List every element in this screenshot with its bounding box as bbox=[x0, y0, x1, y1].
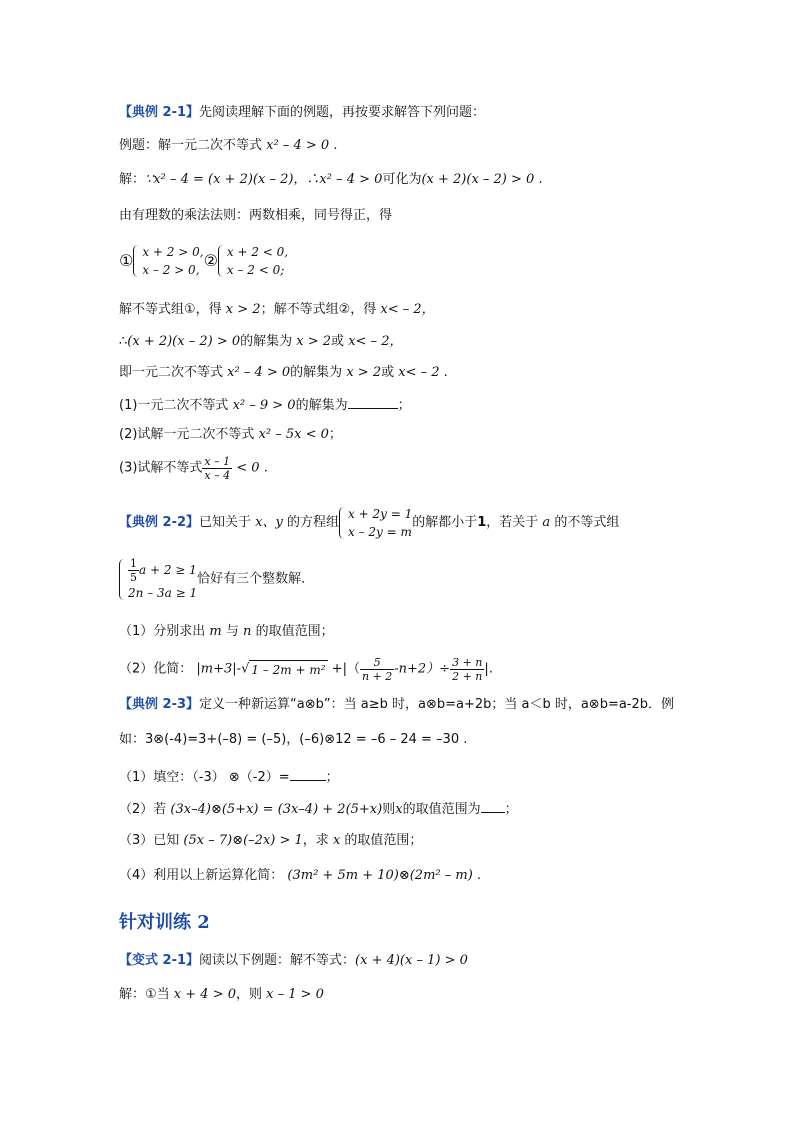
ex2-q1: （1）分别求出 bbox=[119, 624, 206, 639]
ex1-q2-expr: x² – 5x < 0 bbox=[258, 427, 329, 442]
ex3-header bbox=[119, 696, 674, 714]
var1-expr: (x + 4)(x – 1) > 0 bbox=[355, 953, 468, 968]
ex2-ineq-a-rest: a + 2 ≥ 1 bbox=[139, 563, 197, 577]
var1-sol-mid: ，则 bbox=[236, 987, 263, 1002]
ex3-question-1 bbox=[119, 768, 339, 787]
ex2-q1-post: 的取值范围； bbox=[255, 624, 334, 639]
ex2-sys-a: x + 2y = 1 bbox=[348, 507, 413, 521]
ex1-sol-expr1: ∵x² – 4 = (x + 2)(x – 2)，∴x² – 4 > 0 bbox=[145, 172, 383, 187]
ex2-intro-c: 的解都小于 bbox=[412, 515, 478, 530]
ex1-solve-expr-a: x > 2 bbox=[225, 302, 261, 317]
ex1-concl-or: 或 bbox=[381, 365, 395, 380]
ex2-sys-b: x – 2y = m bbox=[348, 525, 412, 539]
ex3-intro: 定义一种新运算“a⊗b”：当 a≥b 时，a⊗b=a+2b；当 a＜b 时，a⊗b=a-2b．例 bbox=[199, 697, 675, 712]
ex2-ineq-den: 5 bbox=[130, 571, 137, 584]
ex3-tag: 【典例 2-3】 bbox=[119, 697, 200, 712]
ex1-solve-expr-b: x< – 2， bbox=[380, 302, 435, 317]
ex2-intro-d: ，若关于 bbox=[486, 515, 539, 530]
ex2-a-var: a bbox=[542, 515, 551, 530]
ex1-solve-b: ；解不等式组②，得 bbox=[260, 302, 377, 317]
ex1-q3-den: x – 4 bbox=[204, 469, 231, 482]
ex3-example-line: 如：3⊗(-4)=3+(–8) = (–5)，(–6)⊗12 = –6 – 24 = –30 . bbox=[119, 732, 468, 747]
ex3-q2-x: x bbox=[395, 802, 403, 817]
ex1-systems bbox=[119, 243, 288, 279]
ex1-q3-pre: (3)试解不等式 bbox=[119, 460, 203, 476]
ex2-intro-b: 的方程组 bbox=[287, 515, 340, 530]
ex3-q1: （1）填空：（-3） ⊗（-2）= bbox=[119, 770, 290, 785]
ex1-example-label: 例题：解一元二次不等式 bbox=[119, 138, 263, 153]
ex1-solution bbox=[119, 171, 543, 189]
ex3-q2-post: 的取值范围为 bbox=[402, 802, 481, 817]
ex3-q2-mid: 则 bbox=[382, 802, 396, 817]
ex2-q2-sqrt: 1 – 2m + m² bbox=[249, 660, 327, 679]
ex2-q1-mid: 与 bbox=[225, 624, 239, 639]
ex2-inequality-system bbox=[119, 557, 314, 602]
ex1-set-line bbox=[119, 333, 402, 351]
ex2-q2-f1-den: n + 2 bbox=[361, 670, 393, 683]
ex1-sys2-a: x + 2 < 0, bbox=[226, 245, 289, 259]
ex2-q2-plus: +|（ bbox=[331, 661, 360, 677]
ex2-intro-e: 的不等式组 bbox=[554, 515, 620, 530]
var1-sol-expr2: x – 1 > 0 bbox=[266, 987, 324, 1002]
ex1-mark1: ① bbox=[119, 251, 134, 270]
ex2-ineq-frac bbox=[128, 557, 139, 584]
ex2-question-2 bbox=[119, 656, 493, 683]
ex2-q2-f1-num: 5 bbox=[360, 656, 394, 670]
ex3-question-4 bbox=[119, 867, 481, 885]
ex1-question-2 bbox=[119, 426, 342, 444]
ex2-header bbox=[119, 505, 619, 541]
var1-intro: 阅读以下例题：解不等式： bbox=[199, 953, 356, 968]
ex2-q2-pre: （2）化简： bbox=[119, 661, 193, 677]
ex1-set-or: 或 bbox=[331, 334, 345, 349]
ex3-q2-answer-blank[interactable] bbox=[481, 800, 505, 813]
ex1-sol-mid: 可化为 bbox=[382, 172, 422, 187]
ex3-q2-pre: （2）若 bbox=[119, 802, 167, 817]
ex3-q2-end: ； bbox=[504, 802, 518, 817]
ex1-question-3 bbox=[119, 455, 268, 482]
var1-solution bbox=[119, 986, 324, 1004]
ex1-system1 bbox=[133, 243, 203, 279]
ex1-conclusion bbox=[119, 364, 448, 382]
ex1-example bbox=[119, 137, 337, 155]
ex2-q2-mid: -n+2）÷ bbox=[394, 661, 451, 677]
ex2-intro-a: 已知关于 bbox=[199, 515, 252, 530]
ex2-q2-frac1 bbox=[360, 656, 394, 683]
ex3-q3-x: x bbox=[332, 833, 341, 848]
ex2-ineq-num: 1 bbox=[130, 557, 137, 570]
ex1-sol-label: 解： bbox=[119, 172, 146, 187]
ex2-q1-m: m bbox=[209, 624, 222, 639]
ex1-q3-num: x – 1 bbox=[204, 455, 231, 468]
ex1-solve-line bbox=[119, 301, 435, 319]
var1-tag: 【变式 2-1】 bbox=[119, 953, 200, 968]
ex1-q3-fraction bbox=[202, 455, 232, 482]
ex2-sqrt-symbol: √ bbox=[241, 661, 250, 677]
ex1-concl-mid: 的解集为 bbox=[290, 365, 343, 380]
ex2-q2-f2-num: 3 + n bbox=[452, 656, 483, 669]
ex2-ineq-system bbox=[119, 557, 197, 602]
ex1-set-r1: x > 2 bbox=[296, 334, 332, 349]
ex1-sol-expr2: (x + 2)(x – 2) > 0 . bbox=[421, 172, 543, 187]
ex1-intro: 先阅读理解下面的例题，再按要求解答下列问题： bbox=[199, 105, 486, 120]
ex2-system bbox=[339, 505, 412, 541]
ex3-q4-expr: (3m² + 5m + 10)⊗(2m² – m) . bbox=[287, 868, 482, 883]
ex2-ineq-a bbox=[128, 557, 197, 584]
ex3-q3-pre: （3）已知 bbox=[119, 833, 180, 848]
ex3-question-2 bbox=[119, 800, 518, 819]
ex3-question-3 bbox=[119, 832, 422, 850]
ex2-tag: 【典例 2-2】 bbox=[119, 515, 200, 530]
ex3-q1-answer-blank[interactable] bbox=[290, 768, 326, 781]
ex1-set-pre: ∴ bbox=[119, 334, 128, 349]
var1-sol-pre: 解：①当 bbox=[119, 987, 170, 1002]
ex1-q3-post: < 0 . bbox=[236, 460, 268, 476]
ex1-set-r2: x< – 2， bbox=[348, 334, 403, 349]
ex2-ineq-post: 恰好有三个整数解． bbox=[197, 571, 315, 587]
ex1-concl-pre: 即一元二次不等式 bbox=[119, 365, 224, 380]
ex1-set-expr: (x + 2)(x – 2) > 0 bbox=[127, 334, 241, 349]
ex1-example-expr: x² – 4 > 0 . bbox=[266, 138, 338, 153]
ex1-q1-answer-blank[interactable] bbox=[348, 396, 398, 409]
ex2-q2-frac2 bbox=[450, 656, 484, 683]
ex2-q1-n: n bbox=[243, 624, 252, 639]
ex3-q3-mid: ，求 bbox=[302, 833, 329, 848]
ex3-q3-expr: (5x – 7)⊗(–2x) > 1 bbox=[183, 833, 303, 848]
ex2-q2-end: |. bbox=[484, 661, 493, 677]
ex2-question-1 bbox=[119, 623, 334, 641]
ex1-concl-r2: x< – 2 . bbox=[398, 365, 448, 380]
ex1-rule: 由有理数的乘法法则：两数相乘，同号得正，得 bbox=[119, 208, 393, 223]
ex1-set-mid: 的解集为 bbox=[240, 334, 293, 349]
ex1-q2-end: ； bbox=[328, 427, 342, 442]
var1-sol-expr1: x + 4 > 0 bbox=[173, 987, 236, 1002]
ex1-q1-end: ； bbox=[397, 398, 411, 413]
ex1-q1-pre: (1)一元二次不等式 bbox=[119, 398, 229, 413]
ex2-ineq-b: 2n – 3a ≥ 1 bbox=[128, 586, 198, 600]
ex3-q1-end: ； bbox=[325, 770, 339, 785]
ex3-q4-pre: （4）利用以上新运算化简： bbox=[119, 868, 284, 883]
ex2-q2-abs1: |m+3|- bbox=[196, 661, 242, 677]
ex1-header bbox=[119, 104, 485, 122]
ex2-vars: x、y bbox=[255, 515, 283, 530]
ex2-one: 1 bbox=[477, 515, 487, 530]
ex1-q1-expr: x² – 9 > 0 bbox=[232, 398, 296, 413]
ex1-solve-a: 解不等式组①，得 bbox=[119, 302, 222, 317]
ex1-sys1-b: x – 2 > 0, bbox=[142, 263, 200, 277]
ex1-sys2-b: x – 2 < 0; bbox=[226, 263, 285, 277]
ex1-q1-post: 的解集为 bbox=[295, 398, 348, 413]
ex1-tag: 【典例 2-1】 bbox=[119, 105, 200, 120]
ex3-q3-post: 的取值范围； bbox=[344, 833, 423, 848]
ex1-q2-pre: (2)试解一元二次不等式 bbox=[119, 427, 255, 442]
ex1-concl-expr: x² – 4 > 0 bbox=[227, 365, 291, 380]
ex1-concl-r1: x > 2 bbox=[346, 365, 382, 380]
var1-header bbox=[119, 952, 468, 970]
ex1-sys1-a: x + 2 > 0, bbox=[142, 245, 204, 259]
ex1-system2 bbox=[218, 243, 288, 279]
ex1-question-1 bbox=[119, 396, 411, 415]
section-title: 针对训练 2 bbox=[119, 912, 210, 933]
ex3-q2-expr: (3x–4)⊗(5+x) = (3x–4) + 2(5+x) bbox=[170, 802, 383, 817]
ex1-mark2: ② bbox=[203, 251, 218, 270]
ex2-q2-f2-den: 2 + n bbox=[452, 670, 483, 683]
